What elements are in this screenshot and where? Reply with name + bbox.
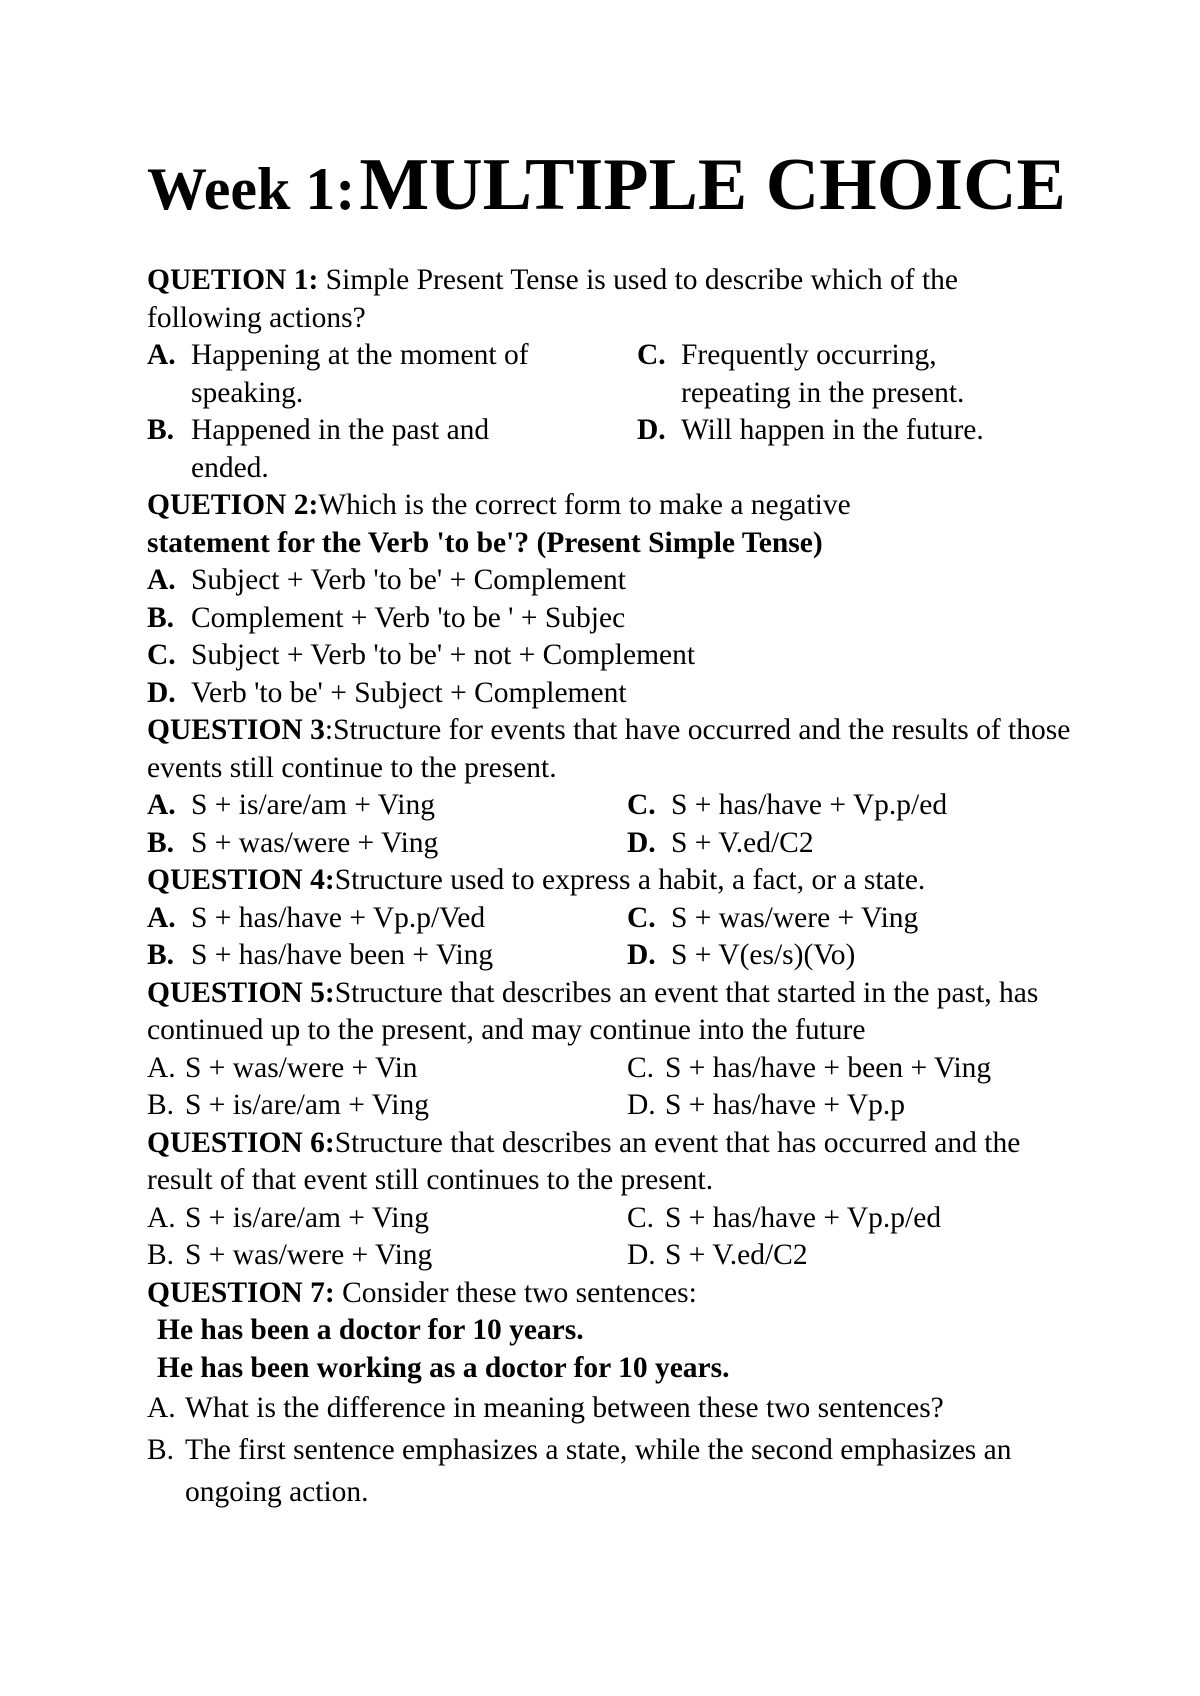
option-letter: C.: [627, 1051, 655, 1084]
question-7-sentence-2: He has been working as a doctor for 10 years.: [157, 1351, 730, 1384]
question-5-label: QUESTION 5:: [147, 976, 335, 1009]
option-letter: B.: [147, 414, 175, 446]
option-text: S + has/have + Vp.p/Ved: [191, 901, 486, 934]
question-1-text: Simple Present Tense is used to describe which of the following actions?: [147, 264, 959, 334]
option-text: S + is/are/am + Ving: [185, 1089, 429, 1121]
question-3-label: QUESTION 3: [147, 714, 325, 746]
question-4-option-b: [147, 937, 627, 975]
question-5: [147, 975, 1077, 1050]
question-3: [147, 712, 1077, 787]
option-letter: A.: [147, 789, 176, 821]
question-5-text: Structure that describes an event that started in the past, has continued up to the present, and may continue into the future: [147, 976, 1039, 1046]
option-letter: D.: [627, 1239, 656, 1271]
question-6-option-a: [147, 1200, 627, 1238]
option-text: S + has/have + Vp.p: [665, 1089, 906, 1121]
option-text: S + V(es/s)(Vo): [671, 939, 856, 971]
question-1-option-d: [637, 412, 1077, 487]
page-title: [147, 144, 1066, 226]
option-letter: D.: [627, 826, 656, 859]
option-letter: C.: [147, 639, 176, 671]
question-6-option-b: [147, 1237, 627, 1275]
title-main: MULTIPLE CHOICE: [359, 144, 1066, 226]
option-text: Frequently occurring, repeating in the present.: [681, 339, 965, 409]
question-3-options: [147, 787, 1077, 862]
question-5-options: [147, 1050, 1077, 1125]
option-letter: D.: [637, 414, 666, 446]
option-letter: A.: [147, 1392, 176, 1424]
question-2-text: Which is the correct form to make a negative: [318, 489, 851, 521]
option-text: S + is/are/am + Ving: [191, 789, 435, 821]
option-text: Happened in the past and ended.: [191, 414, 490, 484]
question-6-options: [147, 1200, 1077, 1275]
question-2-label: QUETION 2:: [147, 489, 319, 521]
option-text: S + is/are/am + Ving: [185, 1201, 429, 1234]
question-7-text: Consider these two sentences:: [334, 1276, 697, 1309]
question-4-label: QUESTION 4:: [147, 864, 335, 896]
option-letter: B.: [147, 1239, 175, 1271]
question-7-option-b: [147, 1429, 1077, 1513]
option-letter: C.: [627, 1201, 655, 1234]
question-1-option-c: [637, 337, 1077, 412]
question-2-text-bold: statement for the Verb 'to be'? (Present Simple Tense): [147, 526, 823, 559]
question-2: [147, 487, 1077, 525]
question-5-option-b: [147, 1087, 627, 1125]
option-letter: A.: [147, 564, 176, 596]
question-6-option-c: [627, 1200, 1077, 1238]
question-1-options: [147, 337, 1077, 487]
option-text: Subject + Verb 'to be' + not + Complement: [191, 639, 696, 671]
option-text: Complement + Verb 'to be ' + Subjec: [191, 601, 626, 634]
option-text: The first sentence emphasizes a state, while the second emphasizes an ongoing action.: [185, 1434, 1012, 1508]
option-letter: A.: [147, 339, 176, 371]
option-text: S + has/have been + Ving: [191, 939, 494, 971]
question-4: [147, 862, 1077, 900]
option-letter: D.: [627, 939, 656, 971]
option-text: Verb 'to be' + Subject + Complement: [191, 676, 627, 709]
option-letter: B.: [147, 1434, 175, 1466]
question-2-option-d: [147, 675, 1077, 713]
question-7-sentence-1: He has been a doctor for 10 years.: [157, 1314, 584, 1346]
option-text: S + was/were + Ving: [191, 826, 439, 859]
option-letter: A.: [147, 1201, 176, 1234]
option-letter: B.: [147, 601, 175, 634]
question-3-option-c: [627, 787, 1077, 825]
question-2-option-b: [147, 600, 1077, 638]
option-text: S + was/were + Ving: [185, 1239, 433, 1271]
option-text: S + has/have + Vp.p/ed: [665, 1201, 942, 1234]
option-letter: C.: [627, 901, 656, 934]
question-1-option-a: [147, 337, 637, 412]
question-2-options: [147, 562, 1077, 712]
question-1: [147, 262, 1077, 337]
question-5-option-c: [627, 1050, 1077, 1088]
question-7-label: QUESTION 7:: [147, 1276, 335, 1309]
option-text: S + was/were + Ving: [671, 901, 919, 934]
question-4-option-d: [627, 937, 1077, 975]
option-text: S + V.ed/C2: [671, 826, 814, 859]
question-7-option-a: [147, 1387, 1077, 1429]
question-1-option-b: [147, 412, 637, 487]
option-text: S + has/have + been + Ving: [665, 1051, 992, 1084]
question-4-option-a: [147, 900, 627, 938]
option-letter: D.: [147, 676, 176, 709]
option-letter: B.: [147, 826, 175, 859]
question-3-option-b: [147, 825, 627, 863]
option-letter: C.: [627, 789, 656, 821]
option-letter: C.: [637, 339, 666, 371]
questions-content: [147, 262, 1077, 1513]
question-3-option-a: [147, 787, 627, 825]
option-text: S + V.ed/C2: [665, 1239, 808, 1271]
question-2-option-a: [147, 562, 1077, 600]
question-5-option-a: [147, 1050, 627, 1088]
option-text: Will happen in the future.: [681, 414, 984, 446]
question-1-label: QUETION 1:: [147, 264, 319, 296]
option-text: S + has/have + Vp.p/ed: [671, 789, 948, 821]
title-week: Week 1:: [147, 156, 356, 222]
option-text: S + was/were + Vin: [185, 1051, 418, 1084]
question-6-text: Structure that describes an event that has occurred and the result of that event still continues to the present.: [147, 1126, 1021, 1196]
option-letter: B.: [147, 939, 175, 971]
question-6: [147, 1125, 1077, 1200]
question-3-text: :Structure for events that have occurred and the results of those events still continue to the present.: [147, 714, 1071, 784]
option-letter: D.: [627, 1089, 656, 1121]
question-6-label: QUESTION 6:: [147, 1126, 335, 1159]
option-text: Happening at the moment of speaking.: [191, 339, 529, 409]
option-letter: B.: [147, 1089, 175, 1121]
question-4-options: [147, 900, 1077, 975]
question-7: [147, 1275, 1077, 1313]
option-letter: A.: [147, 1051, 176, 1084]
option-letter: A.: [147, 901, 176, 934]
option-text: Subject + Verb 'to be' + Complement: [191, 564, 626, 596]
option-text: What is the difference in meaning between these two sentences?: [185, 1392, 944, 1424]
question-4-option-c: [627, 900, 1077, 938]
question-4-text: Structure used to express a habit, a fact, or a state.: [334, 864, 926, 896]
question-3-option-d: [627, 825, 1077, 863]
question-5-option-d: [627, 1087, 1077, 1125]
question-6-option-d: [627, 1237, 1077, 1275]
question-2-option-c: [147, 637, 1077, 675]
